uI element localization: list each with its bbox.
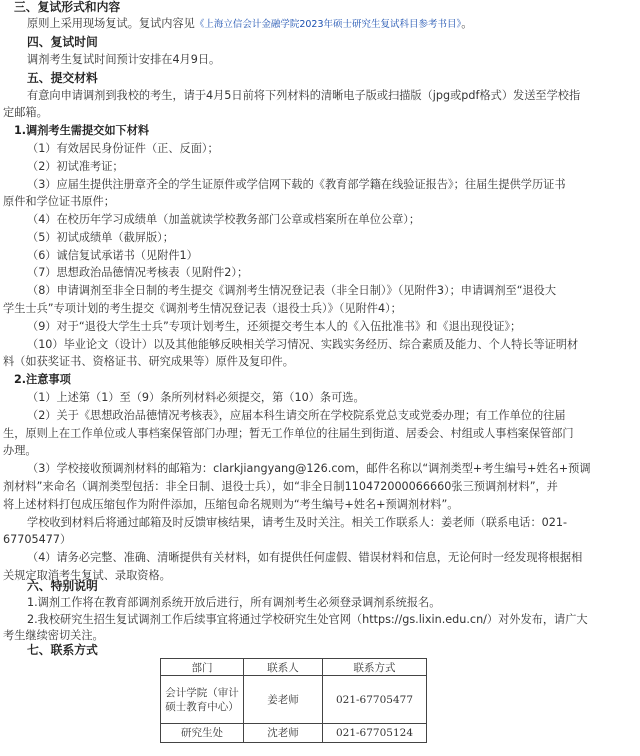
materials-item: （2）初试准考证； (27, 160, 124, 173)
format-paragraph (27, 17, 472, 32)
header-phone: 联系方式 (323, 659, 427, 676)
notes-item: 将上述材料打包成压缩包作为附件添加，压缩包命名规则为“考生编号+姓名+预调剂材料”。 (3, 498, 459, 511)
cell-dept: 研究生处 (161, 724, 244, 743)
notes-item: （1）上述第（1）至（9）条所列材料必须提交，第（10）条可选。 (27, 391, 365, 404)
time-text: 调剂考生复试时间预计安排在4月9日。 (27, 53, 221, 66)
header-dept: 部门 (161, 659, 244, 676)
format-text-end: 。 (461, 17, 473, 30)
notes-subheading: 2.注意事项 (14, 373, 71, 386)
notes-item: （3）学校接收预调剂材料的邮箱为：clarkjiangyang@126.com，邮件名称以“调剂类型+考生编号+姓名+预调 (27, 462, 591, 475)
materials-subheading: 1.调剂考生需提交如下材料 (14, 124, 150, 137)
section-heading-special: 六、特别说明 (27, 579, 98, 593)
notes-item: 67705477） (3, 533, 72, 546)
notes-item: 关规定取消考生复试、录取资格。 (3, 569, 171, 582)
materials-item: （9）对于“退役大学生士兵”专项计划考生，还须提交考生本人的《入伍批准书》和《退出现役证》； (27, 320, 522, 333)
section-heading-time: 四、复试时间 (27, 35, 98, 49)
special-item: 考生继续密切关注。 (3, 629, 104, 642)
section-heading-contact: 七、联系方式 (27, 643, 98, 657)
notes-item: 学校收到材料后将通过邮箱及时反馈审核结果，请考生及时关注。相关工作联系人：姜老师（联系电话：021- (27, 516, 568, 529)
notes-item: 剂材料”来命名（调剂类型包括：非全日制、退役士兵），如“非全日制110472000066660张三预调剂材料”，并 (3, 480, 558, 493)
notes-item: （2）关于《思想政治品德情况考核表》，应届本科生请交所在学校院系党总支或党委办理；有工作单位的往届 (27, 409, 566, 422)
cell-person: 姜老师 (244, 676, 323, 724)
table-row (161, 724, 427, 743)
cell-dept: 会计学院（审计硕士教育中心） (161, 676, 244, 724)
table-row (161, 676, 427, 724)
materials-item: 学生士兵”专项计划的考生提交《调剂考生情况登记表（退役士兵）》（见附件4）； (3, 302, 402, 315)
section-heading-materials: 五、提交材料 (27, 71, 98, 85)
cell-phone: 021-67705124 (323, 724, 427, 743)
special-item: 1.调剂工作将在教育部调剂系统开放后进行，所有调剂考生必须登录调剂系统报名。 (27, 596, 441, 609)
materials-item: 料（如获奖证书、资格证书、研究成果等）原件及复印件。 (3, 355, 294, 368)
materials-item: （10）毕业论文（设计）以及其他能够反映相关学习情况、实践实务经历、综合素质及能力、个人特长等证明材 (27, 338, 579, 351)
materials-item: （3）应届生提供注册章齐全的学生证原件或学信网下载的《教育部学籍在线验证报告》；往届生提供学历证书 (27, 178, 566, 191)
reference-books-link[interactable]: 《上海立信会计金融学院2023年硕士研究生复试科目参考书目》 (194, 19, 462, 30)
section-heading-format: 三、复试形式和内容 (14, 0, 121, 14)
materials-item: （4）在校历年学习成绩单（加盖就读学校教务部门公章或档案所在单位公章）； (27, 213, 421, 226)
contact-table (160, 658, 427, 743)
contact-table-header (161, 659, 427, 676)
materials-item: （5）初试成绩单（截屏版）； (27, 231, 174, 244)
cell-phone: 021-67705477 (323, 676, 427, 724)
materials-item: （6）诚信复试承诺书（见附件1） (27, 249, 198, 262)
materials-item: 原件和学位证书原件； (3, 195, 115, 208)
special-item: 2.我校研究生招生复试调剂工作后续事宜将通过学校研究生处官网（https://gs.lixin.edu.cn/）对外发布，请广大 (27, 613, 588, 626)
notes-item: 办理。 (3, 444, 37, 457)
materials-intro-line: 有意向申请调剂到我校的考生，请于4月5日前将下列材料的清晰电子版或扫描版（jpg或pdf格式）发送至学校指 (27, 89, 581, 102)
notes-item: （4）请务必完整、准确、清晰提供有关材料，如有提供任何虚假、错误材料和信息，无论何时一经发现将根据相 (27, 551, 583, 564)
materials-item: （8）申请调剂至非全日制的考生提交《调剂考生情况登记表（非全日制）》（见附件3）；申请调剂至“退役大 (27, 284, 557, 297)
cell-person: 沈老师 (244, 724, 323, 743)
format-text: 原则上采用现场复试。复试内容见 (27, 17, 195, 30)
materials-item: （7）思想政治品德情况考核表（见附件2）； (27, 266, 249, 279)
materials-item: （1）有效居民身份证件（正、反面）； (27, 142, 219, 155)
materials-intro-line: 定邮箱。 (3, 106, 48, 119)
header-person: 联系人 (244, 659, 323, 676)
notes-item: 生，原则上在工作单位或人事档案保管部门办理；暂无工作单位的往届生到街道、居委会、村组或人事档案保管部门 (3, 427, 574, 440)
